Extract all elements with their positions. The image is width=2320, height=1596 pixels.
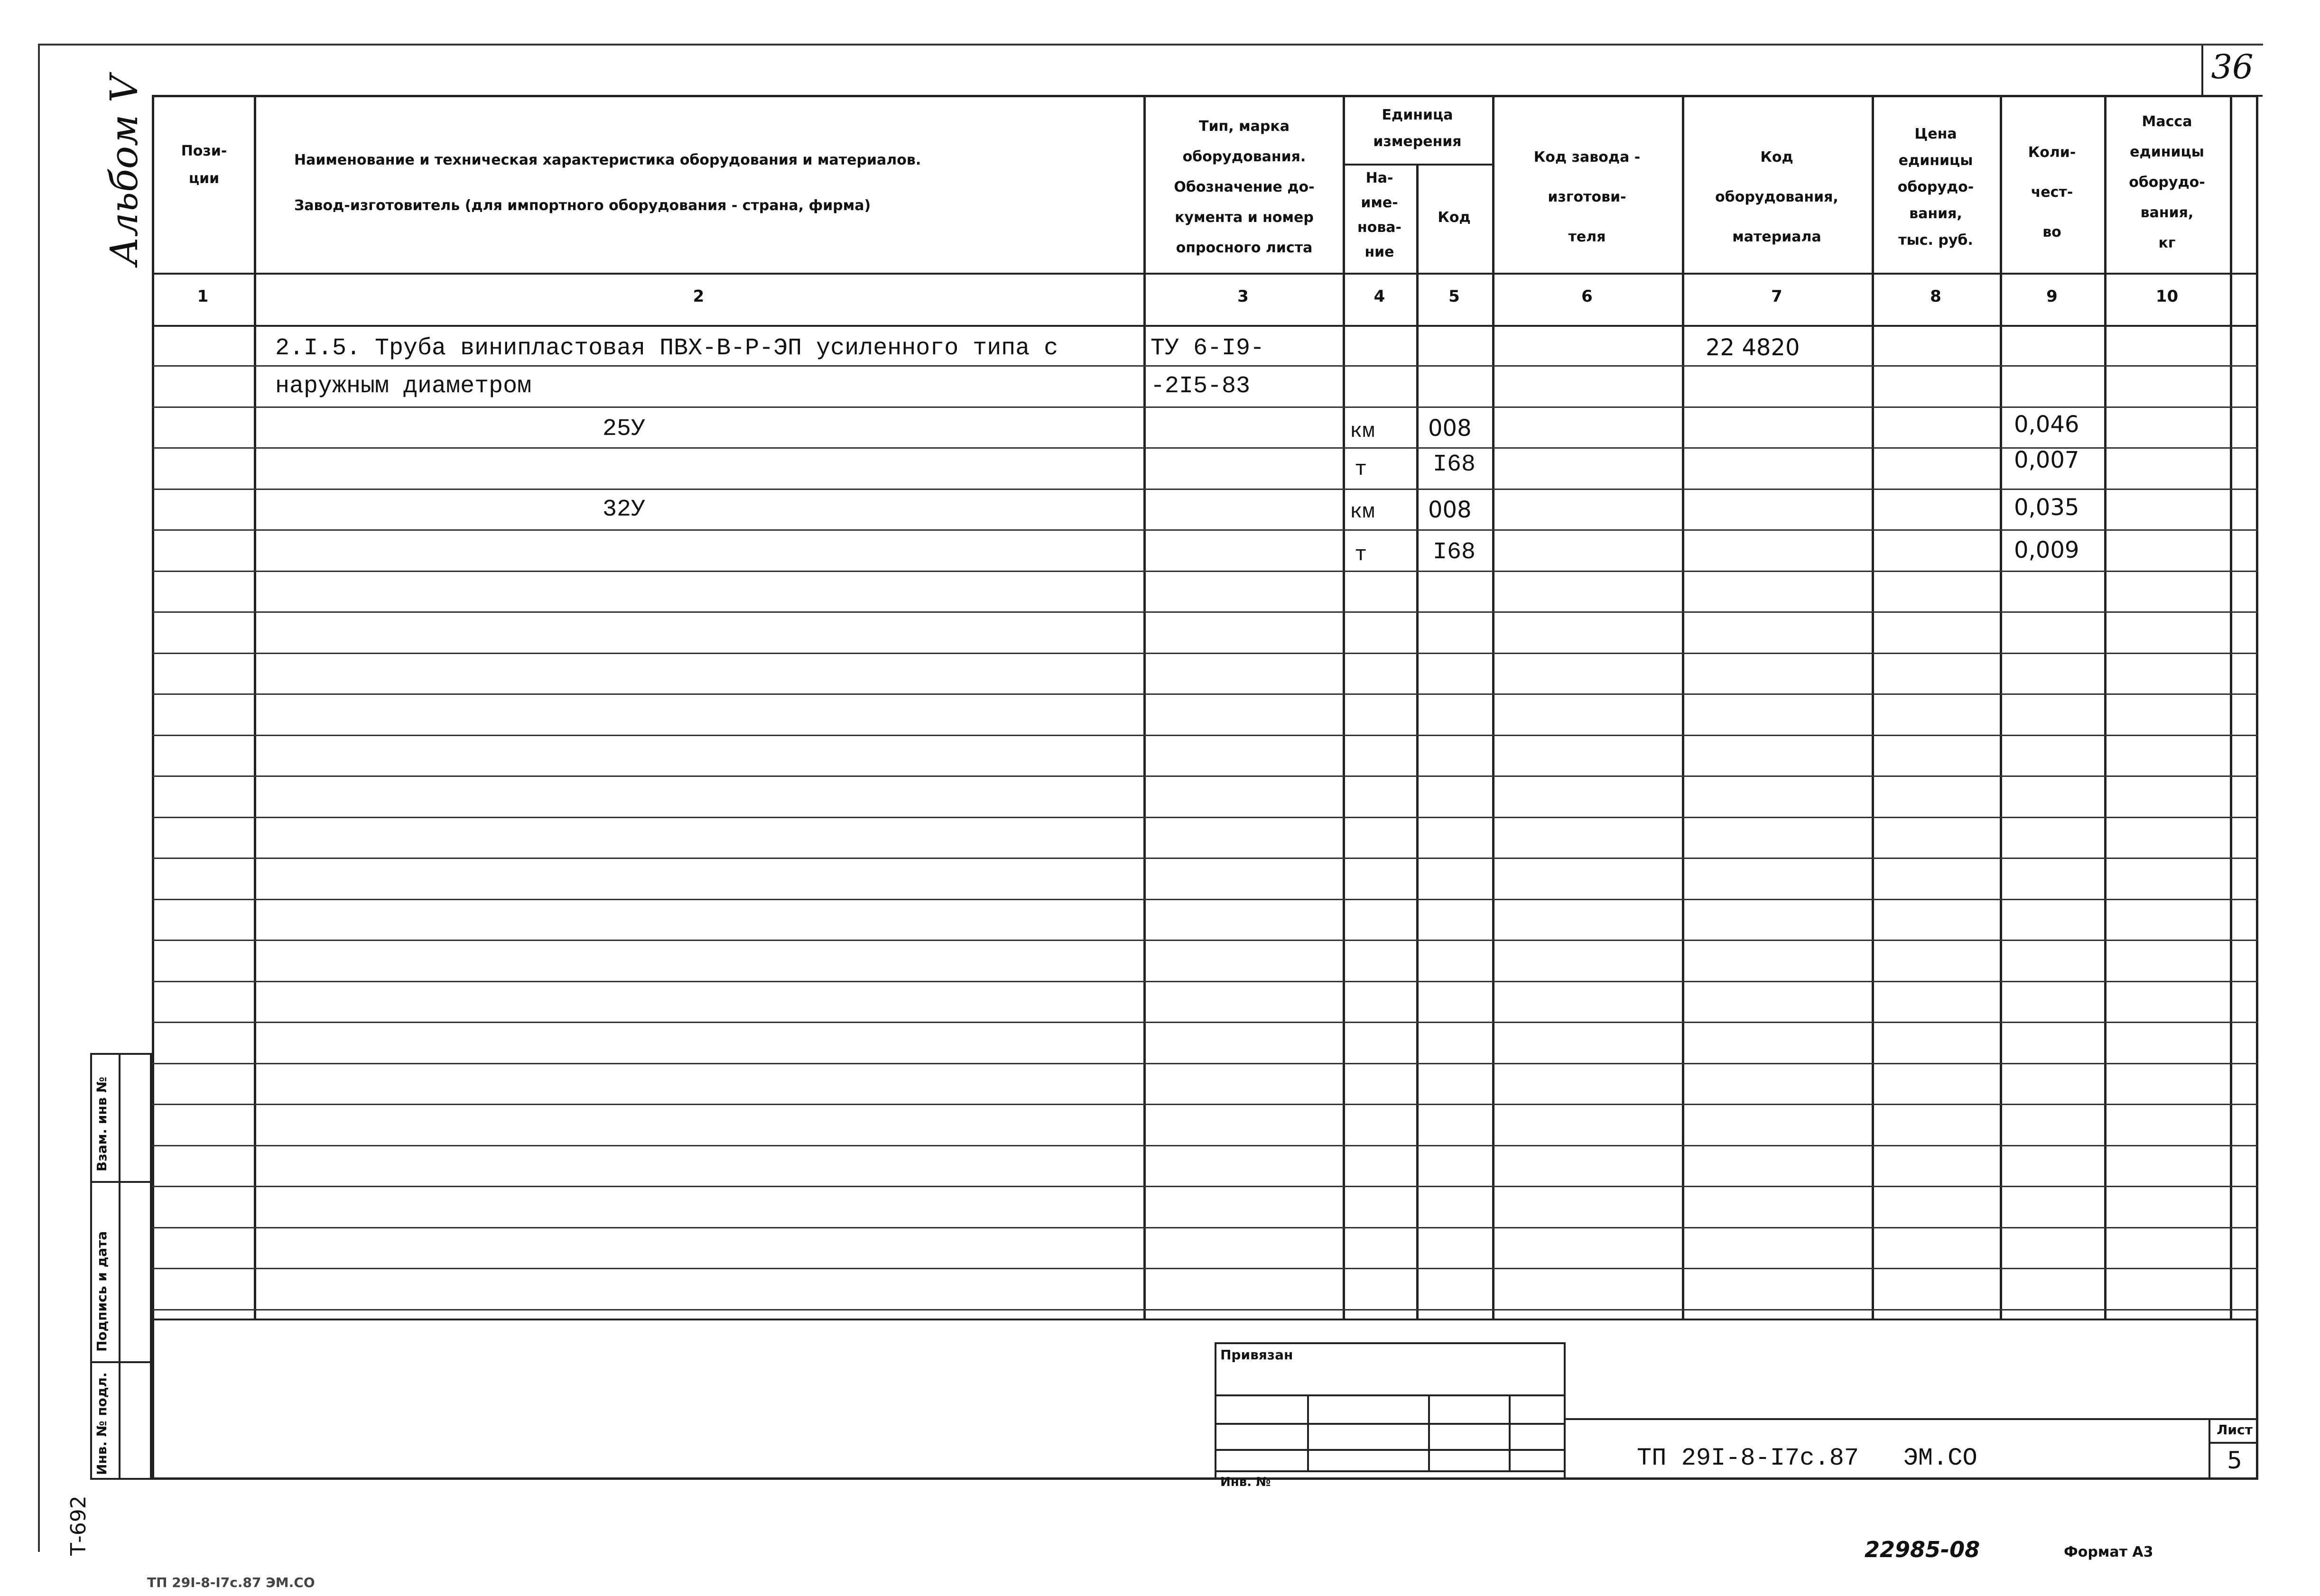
ruled-line: [152, 735, 2258, 736]
col-line-5: [1492, 95, 1494, 1319]
binding-stamp-line-2: [1215, 1423, 1566, 1425]
row-5-qty: 0,035: [2014, 494, 2079, 521]
row-5-code: 008: [1428, 497, 1472, 523]
sheet-label: Лист: [2217, 1422, 2253, 1438]
side-stamp-line-1: [90, 1181, 152, 1183]
row-3-code: 008: [1428, 415, 1472, 442]
col-number-8: 8: [1930, 287, 1941, 306]
ruled-line: [152, 940, 2258, 941]
row-4-unit: т: [1355, 458, 1367, 481]
col-line-3: [1343, 95, 1345, 1319]
footer-left-code: ТП 29I-8-I7с.87 ЭМ.СО: [147, 1575, 315, 1590]
binding-stamp-line-4: [1215, 1470, 1566, 1472]
ruled-line: [152, 1268, 2258, 1269]
ruled-line: [152, 489, 2258, 490]
col-line-1: [254, 95, 256, 1319]
row-5-name: 32У: [603, 496, 646, 523]
col-number-6: 6: [1581, 287, 1593, 306]
ruled-line: [152, 365, 2258, 367]
ruled-line: [152, 1227, 2258, 1228]
header-bottom-line: [152, 273, 2258, 275]
col-number-7: 7: [1771, 287, 1782, 306]
row-4-code: I68: [1433, 451, 1476, 478]
header-col-3: Тип, марка оборудования. Обозначение до- кумента и номер опросного листа: [1174, 118, 1315, 256]
row-3-name: 25У: [603, 415, 646, 443]
side-stamp-label-3: Инв. № подл.: [94, 1372, 110, 1475]
side-stamp-line-2: [90, 1361, 152, 1363]
ruled-line: [152, 529, 2258, 531]
album-label: Альбом V: [102, 75, 146, 266]
binding-stamp-col-2: [1428, 1394, 1430, 1470]
outer-frame-top: [38, 44, 2263, 46]
col-number-1: 1: [197, 287, 209, 306]
binding-stamp-col-1: [1307, 1394, 1309, 1470]
ruled-line: [152, 1145, 2258, 1146]
row-4-qty: 0,007: [2014, 447, 2079, 473]
binding-stamp-col-3: [1509, 1394, 1511, 1470]
header-col-2: Наименование и техническая характеристика оборудования и материалов. Завод-изготовитель (для импортного оборудования - страна, фирма): [294, 152, 921, 214]
page-number: 36: [2211, 47, 2254, 86]
row-5-unit: км: [1350, 500, 1375, 524]
header-col-5: Код: [1438, 209, 1471, 226]
title-block-top-line: [1566, 1418, 2258, 1420]
sheet-number: 5: [2227, 1447, 2242, 1474]
outer-frame-left: [38, 44, 40, 1552]
ruled-line: [152, 1104, 2258, 1105]
binding-stamp: [1215, 1342, 1566, 1480]
row-6-unit: т: [1355, 543, 1367, 567]
header-col-10: Масса единицы оборудо- вания, кг: [2129, 113, 2205, 251]
binding-stamp-title: Привязан: [1220, 1347, 1293, 1363]
row-3-qty: 0,046: [2014, 411, 2079, 438]
row-1-name: 2.I.5. Труба винипластовая ПВХ-В-Р-ЭП усиленного типа с: [275, 335, 1058, 362]
header-col-8: Цена единицы оборудо- вания, тыс. руб.: [1897, 126, 1974, 249]
row-1-type: ТУ 6-I9-: [1151, 335, 1265, 362]
ruled-line: [152, 899, 2258, 900]
table-body-bottom-line: [152, 1319, 2258, 1320]
row-6-code: I68: [1433, 539, 1476, 566]
col-number-3: 3: [1237, 287, 1249, 306]
col-line-10: [2230, 95, 2232, 1319]
ruled-line: [152, 1309, 2258, 1310]
col-number-9: 9: [2046, 287, 2058, 306]
row-2-type: -2I5-83: [1151, 373, 1251, 400]
col-line-2: [1143, 95, 1146, 1319]
row-3-unit: км: [1350, 420, 1375, 443]
header-col-9: Коли- чест- во: [2028, 144, 2076, 240]
sheet-box-divider: [2209, 1442, 2258, 1444]
ruled-line: [152, 571, 2258, 572]
side-stamp-divider: [119, 1053, 121, 1480]
ruled-line: [152, 447, 2258, 449]
ruled-line: [152, 693, 2258, 695]
binding-stamp-line-1: [1215, 1394, 1566, 1396]
header-unit-group: Единица измерения: [1373, 107, 1462, 150]
format-label: Формат А3: [2064, 1544, 2153, 1560]
ruled-line: [152, 406, 2258, 408]
header-col-6: Код завода - изготови- теля: [1533, 149, 1641, 245]
header-col-4: На- име- нова- ние: [1357, 170, 1402, 260]
ruled-line: [152, 858, 2258, 859]
side-code: Т-692: [66, 1495, 91, 1556]
ruled-line: [152, 1186, 2258, 1187]
ruled-line: [152, 1063, 2258, 1064]
document-code: ТП 29I-8-I7с.87 ЭМ.СО: [1637, 1444, 1977, 1472]
col-number-2: 2: [693, 287, 705, 306]
footer-number: 22985-08: [1865, 1537, 1980, 1562]
ruled-line: [152, 981, 2258, 982]
header-col-1: Пози- ции: [181, 143, 227, 187]
binding-stamp-line-3: [1215, 1449, 1566, 1451]
side-stamp-label-1: Взам. инв №: [94, 1077, 110, 1172]
row-1-material-code: 22 4820: [1706, 334, 1800, 361]
unit-group-divider: [1343, 164, 1492, 166]
number-row-bottom-line: [152, 325, 2258, 327]
side-stamp-label-2: Подпись и дата: [94, 1231, 110, 1352]
header-col-7: Код оборудования, материала: [1715, 149, 1838, 245]
binding-stamp-inv-label: Инв. №: [1220, 1475, 1271, 1489]
col-number-5: 5: [1448, 287, 1460, 306]
row-2-name: наружным диаметром: [275, 373, 532, 400]
ruled-line: [152, 1022, 2258, 1023]
ruled-line: [152, 817, 2258, 818]
ruled-line: [152, 775, 2258, 777]
col-number-4: 4: [1373, 287, 1385, 306]
ruled-line: [152, 653, 2258, 654]
col-line-9: [2104, 95, 2107, 1319]
ruled-line: [152, 611, 2258, 613]
col-number-10: 10: [2155, 287, 2179, 306]
col-line-6: [1682, 95, 1684, 1319]
col-line-8: [2000, 95, 2002, 1319]
col-line-7: [1872, 95, 1874, 1319]
row-6-qty: 0,009: [2014, 537, 2079, 563]
